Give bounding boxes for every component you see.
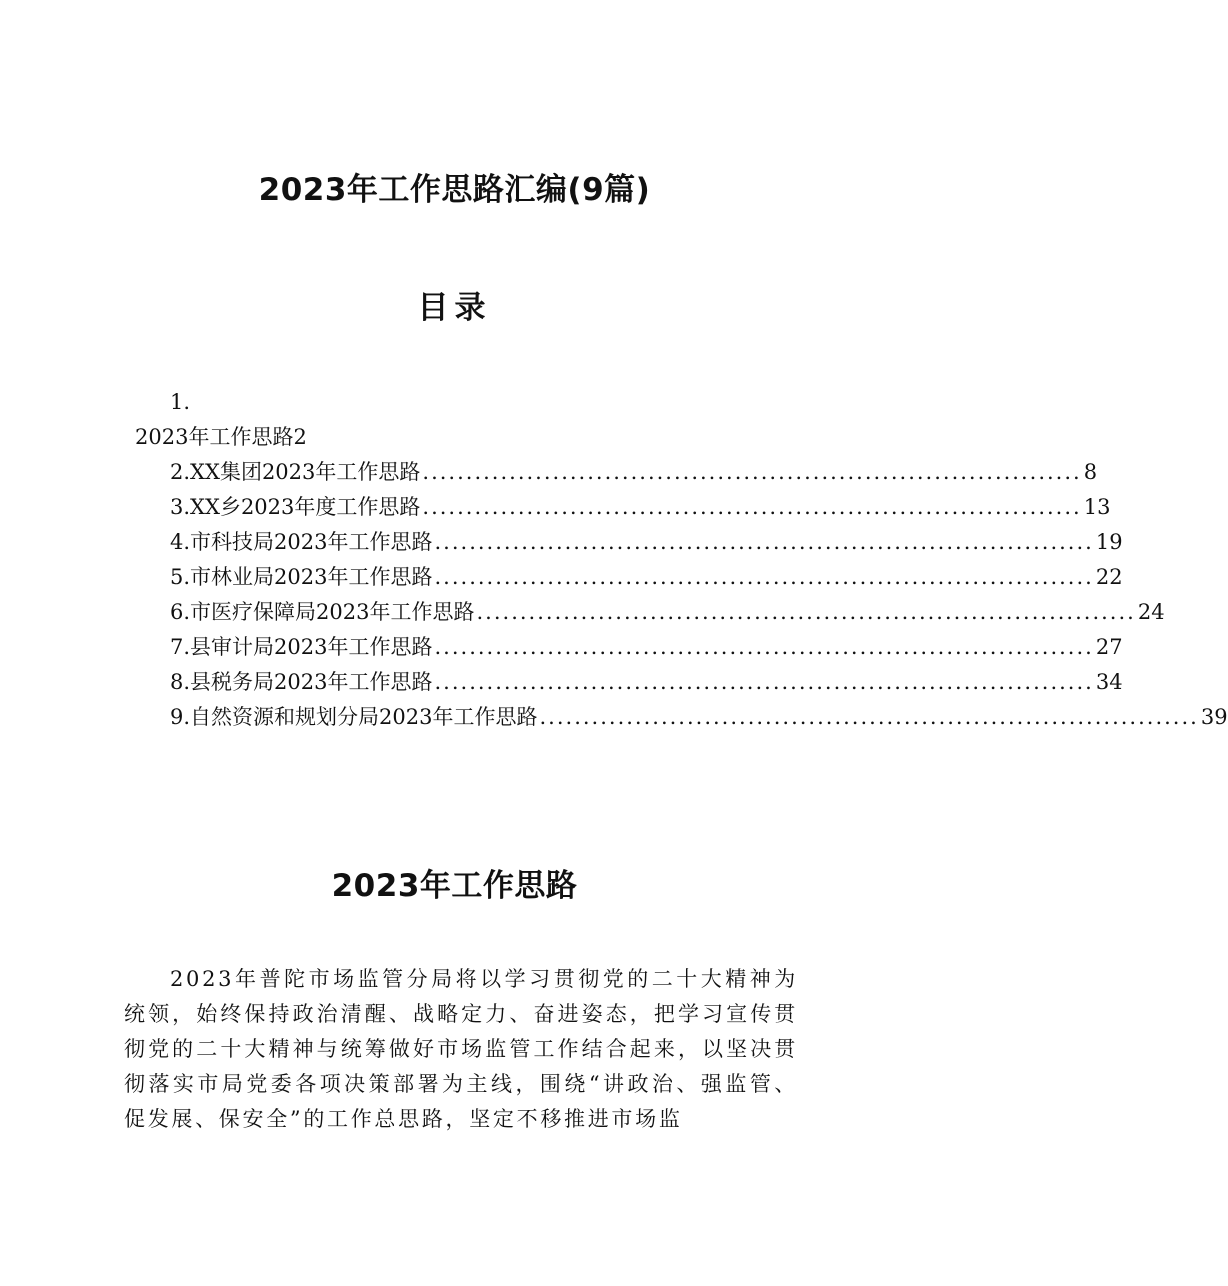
toc-item-label: XX集团2023年工作思路 <box>190 460 421 484</box>
toc-item-label: XX乡2023年度工作思路 <box>190 495 421 519</box>
toc-item-9[interactable] <box>170 701 1228 733</box>
toc-item-page: 39 <box>1200 705 1228 729</box>
toc-leader-dots: ............................................................................ <box>434 635 1094 659</box>
toc-item-page: 8 <box>1083 460 1098 484</box>
toc-item-2[interactable] <box>170 456 1098 488</box>
toc-item-label: 市医疗保障局2023年工作思路 <box>190 600 475 624</box>
toc-item-label: 自然资源和规划分局2023年工作思路 <box>190 705 538 729</box>
body-paragraph: 2023年普陀市场监管分局将以学习贯彻党的二十大精神为统领，始终保持政治清醒、战略定力、奋进姿态，把学习宣传贯彻党的二十大精神与统筹做好市场监管工作结合起来，以坚决贯彻落实市局党委各项决策部署为主线，围绕“讲政治、强监管、促发展、保安全”的工作总思路，坚定不移推进市场监 <box>124 967 798 1131</box>
toc-leader-dots: ............................................................................ <box>422 460 1082 484</box>
toc-item-page: 27 <box>1095 635 1123 659</box>
toc-heading: 目录 <box>417 290 492 326</box>
toc-item-page: 19 <box>1095 530 1123 554</box>
toc-leader-dots: ............................................................................ <box>476 600 1136 624</box>
toc-item-1-label: 2023年工作思路 <box>135 425 294 449</box>
toc-item-5[interactable] <box>170 561 1123 593</box>
toc-item-page: 24 <box>1137 600 1165 624</box>
toc-item-number: 2. <box>170 460 191 484</box>
toc-item-1-number[interactable]: 1. <box>170 390 191 414</box>
toc-leader-dots: ............................................................................ <box>422 495 1082 519</box>
toc-item-8[interactable] <box>170 666 1123 698</box>
toc-item-page: 34 <box>1095 670 1123 694</box>
toc-item-1-page: 2 <box>293 425 307 449</box>
toc-item-page: 13 <box>1083 495 1111 519</box>
toc-item-number: 5. <box>170 565 191 589</box>
toc-item-number: 6. <box>170 600 191 624</box>
toc-item-number: 7. <box>170 635 191 659</box>
toc-item-label: 县审计局2023年工作思路 <box>190 635 433 659</box>
toc-item-label: 县税务局2023年工作思路 <box>190 670 433 694</box>
toc-item-number: 3. <box>170 495 191 519</box>
section-title: 2023年工作思路 <box>331 868 578 904</box>
toc-item-number: 8. <box>170 670 191 694</box>
toc-item-label: 市林业局2023年工作思路 <box>190 565 433 589</box>
toc-leader-dots: ............................................................................ <box>539 705 1199 729</box>
toc-item-label: 市科技局2023年工作思路 <box>190 530 433 554</box>
toc-item-1[interactable] <box>135 421 307 453</box>
document-title: 2023年工作思路汇编(9篇) <box>258 172 651 208</box>
toc-item-number: 9. <box>170 705 191 729</box>
toc-item-page: 22 <box>1095 565 1123 589</box>
toc-leader-dots: ............................................................................ <box>434 670 1094 694</box>
toc-leader-dots: ............................................................................ <box>434 530 1094 554</box>
toc-item-6[interactable] <box>170 596 1165 628</box>
toc-item-7[interactable] <box>170 631 1123 663</box>
toc-item-number: 4. <box>170 530 191 554</box>
toc-item-4[interactable] <box>170 526 1123 558</box>
toc-item-3[interactable] <box>170 491 1111 523</box>
toc-leader-dots: ............................................................................ <box>434 565 1094 589</box>
